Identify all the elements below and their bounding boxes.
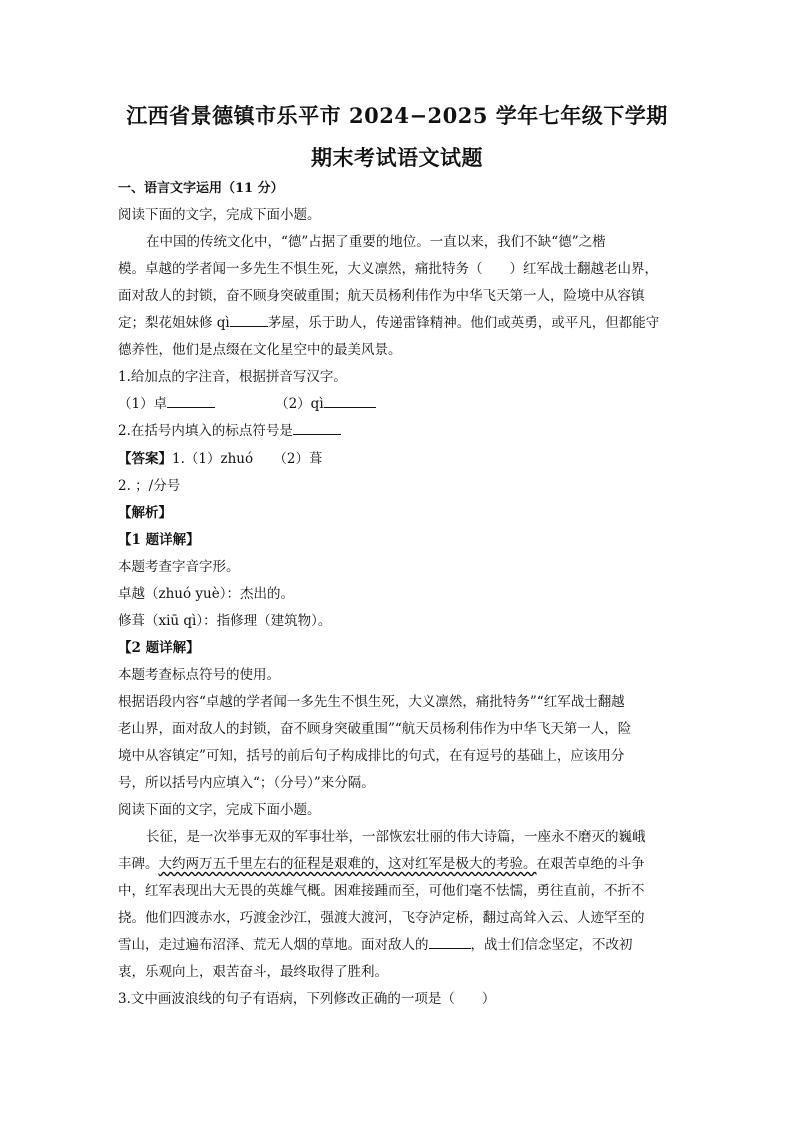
answer-1: 1.（1）zhuó （2）葺 bbox=[172, 451, 323, 467]
passage2-line2-end: 在艰苦卓绝的斗争 bbox=[536, 856, 645, 872]
reading-instruction-1: 阅读下面的文字，完成下面小题。 bbox=[118, 207, 321, 223]
passage1-line4 bbox=[118, 314, 678, 332]
detail2-line1: 本题考查标点符号的使用。 bbox=[118, 667, 280, 683]
detail2-label: 【2 题详解】 bbox=[118, 640, 200, 656]
passage1-line2: 模。卓越的学者闻一多先生不惧生死，大义凛然，痛批特务（ ）红军战士翻越老山界， bbox=[118, 261, 658, 277]
page-title-line2: 期末考试语文试题 bbox=[311, 145, 483, 170]
detail1-line3: 修葺（xiū qì）：指修理（建筑物）。 bbox=[118, 613, 332, 629]
passage2-line6: 衷，乐观向上，艰苦奋斗，最终取得了胜利。 bbox=[118, 964, 388, 980]
passage2-line2-start: 丰碑。 bbox=[118, 856, 159, 872]
passage2-line1: 长征，是一次举事无双的军事壮举，一部恢宏壮丽的伟大诗篇，一座永不磨灭的巍峨 bbox=[146, 829, 646, 845]
detail2-line2: 根据语段内容“卓越的学者闻一多先生不惧生死，大义凛然，痛批特务”“红军战士翻越 bbox=[118, 694, 625, 710]
section-heading: 一、语言文字运用（11 分） bbox=[118, 181, 284, 196]
passage2-line5-start: 雪山，走过遍布沼泽、荒无人烟的草地。面对敌人的 bbox=[118, 937, 429, 953]
detail2-line4: 境中从容镇定”可知，括号的前后句子构成排比的句式，在有逗号的基础上，应该用分 bbox=[118, 748, 625, 764]
question-2 bbox=[118, 422, 678, 440]
detail1-line2: 卓越（zhuó yuè）：杰出的。 bbox=[118, 586, 294, 602]
reading-instruction-2: 阅读下面的文字，完成下面小题。 bbox=[118, 802, 321, 818]
passage1-line4-end: 茅屋，乐于助人，传递雷锋精神。他们或英勇，或平凡，但都能守 bbox=[267, 315, 660, 331]
passage1-line3: 面对敌人的封锁，奋不顾身突破重围；航天员杨利伟作为中华飞天第一人，险境中从容镇 bbox=[118, 288, 645, 304]
passage2-line4: 挠。他们四渡赤水，巧渡金沙江，强渡大渡河，飞夺泸定桥，翻过高耸入云、人迹罕至的 bbox=[118, 910, 645, 926]
question-1-part-a: （1）卓 bbox=[118, 396, 168, 412]
detail1-label: 【1 题详解】 bbox=[118, 532, 200, 548]
question-3: 3.文中画波浪线的句子有语病，下列修改正确的一项是（ ） bbox=[118, 991, 496, 1007]
answer-row bbox=[118, 450, 678, 468]
answer-blank-punct bbox=[293, 422, 341, 435]
fill-blank-enemy bbox=[429, 936, 471, 949]
passage1-line5: 德养性，他们是点缀在文化星空中的最美风景。 bbox=[118, 342, 402, 358]
passage2-line5 bbox=[118, 936, 678, 954]
question-1-blanks bbox=[118, 395, 678, 413]
question-2-text: 2.在括号内填入的标点符号是 bbox=[118, 423, 293, 439]
analysis-label: 【解析】 bbox=[118, 505, 172, 521]
passage2-line5-end: ，战士们信念坚定，不改初 bbox=[470, 937, 633, 953]
detail1-line1: 本题考查字音字形。 bbox=[118, 559, 240, 575]
question-1-part-b: （2）qì bbox=[275, 396, 324, 412]
question-1: 1.给加点的字注音，根据拼音写汉字。 bbox=[118, 369, 347, 385]
fill-blank-qi bbox=[230, 314, 268, 327]
detail2-line5: 号，所以括号内应填入“；（分号）”来分隔。 bbox=[118, 775, 375, 791]
detail2-line3: 老山界，面对敌人的封锁，奋不顾身突破重围”“航天员杨利伟作为中华飞天第一人，险 bbox=[118, 721, 632, 737]
answer-blank-a bbox=[167, 395, 215, 408]
passage1-line1: 在中国的传统文化中，“德”占据了重要的地位。一直以来，我们不缺“德”之楷 bbox=[146, 234, 606, 250]
answer-label: 【答案】 bbox=[118, 451, 172, 467]
wavy-underlined-sentence: 大约两万五千里左右的征程是艰难的，这对红军是极大的考验。 bbox=[158, 856, 537, 872]
answer-2: 2. ；/分号 bbox=[118, 478, 181, 494]
passage2-line3: 中，红军表现出大无畏的英雄气概。困难接踵而至，可他们毫不怯懦，勇往直前，不折不 bbox=[118, 883, 645, 899]
passage1-line4-start: 定；梨花姐妹修 qì bbox=[118, 315, 230, 331]
page-title-line1: 江西省景德镇市乐平市 2024−2025 学年七年级下学期 bbox=[126, 103, 668, 128]
answer-blank-b bbox=[324, 395, 376, 408]
passage2-line2 bbox=[118, 855, 678, 873]
